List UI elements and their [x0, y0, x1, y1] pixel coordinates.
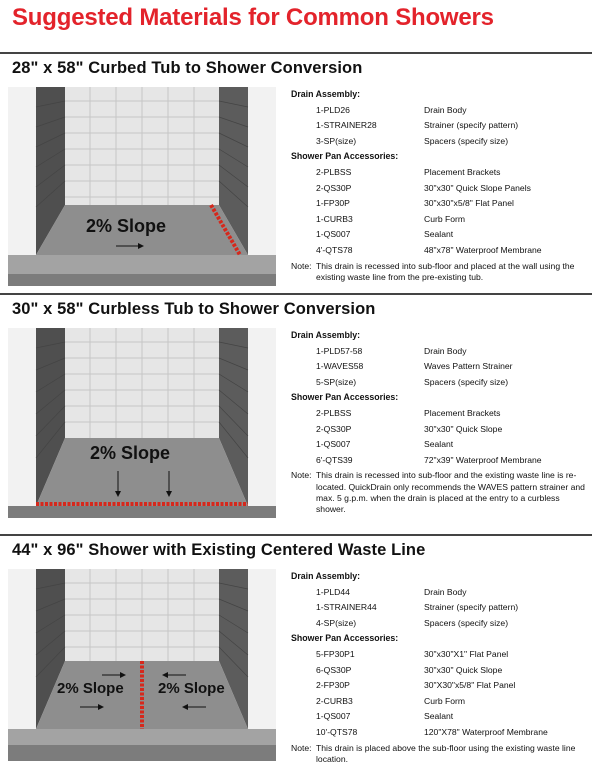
shower-illustration: [8, 328, 276, 518]
note: Note: This drain is placed above the sub-floor using the existing waste line location.: [291, 742, 576, 764]
list-item: 3-SP(size) Spacers (specify size): [316, 135, 509, 146]
drain-assembly-heading: Drain Assembly:: [291, 330, 361, 340]
list-item: 6-QS30P 30"x30" Quick Slope: [316, 664, 503, 675]
note: Note: This drain is recessed into sub-floor and the existing waste line is re-located. QuickDrain only recommends the WAVES pattern strainer and max. 5 g.p.m. when the drain is placed at the entry to a curbless shower.: [291, 470, 585, 514]
slope-label: 2% Slope: [86, 216, 167, 236]
slope-label: 2% Slope: [90, 443, 171, 463]
shower-illustration: [8, 87, 276, 286]
pan-accessories-heading: Shower Pan Accessories:: [291, 633, 399, 644]
materials-list: [291, 328, 591, 515]
list-item: 2-QS30P 30"x30" Quick Slope: [316, 423, 503, 434]
list-item: 10'-QTS78 120"X78" Waterproof Membrane: [316, 726, 548, 737]
pan-accessories-heading: Shower Pan Accessories:: [291, 392, 399, 403]
list-item: 1-PLD57-58 Drain Body: [316, 345, 467, 356]
list-item: 1-PLD26 Drain Body: [316, 104, 467, 115]
list-item: 1-CURB3 Curb Form: [316, 213, 466, 224]
list-item: 2-QS30P 30"x30" Quick Slope Panels: [316, 182, 531, 193]
section-title: 30" x 58" Curbless Tub to Shower Conversion: [12, 300, 376, 318]
page-title: Suggested Materials for Common Showers: [12, 4, 494, 31]
list-item: 1-WAVES58 Waves Pattern Strainer: [316, 361, 513, 372]
list-item: 4-SP(size) Spacers (specify size): [316, 617, 509, 628]
list-item: 1-FP30P 30"x30"x5/8" Flat Panel: [316, 198, 514, 209]
list-item: 1-QS007 Sealant: [316, 439, 454, 450]
section-divider: [0, 293, 592, 295]
list-item: 5-FP30P1 30"x30"X1" Flat Panel: [316, 648, 509, 659]
section-title: 28" x 58" Curbed Tub to Shower Conversion: [12, 59, 363, 77]
list-item: 1-PLD44 Drain Body: [316, 586, 467, 597]
list-item: 2-CURB3 Curb Form: [316, 695, 466, 706]
list-item: 2-FP30P 30"X30"x5/8" Flat Panel: [316, 680, 516, 691]
list-item: 1-QS007 Sealant: [316, 229, 454, 240]
list-item: 4'-QTS78 48"x78" Waterproof Membrane: [316, 244, 542, 255]
list-item: 6'-QTS39 72"x39" Waterproof Membrane: [316, 454, 542, 465]
list-item: 5-SP(size) Spacers (specify size): [316, 376, 509, 387]
drain-assembly-heading: Drain Assembly:: [291, 89, 361, 99]
materials-list: [291, 569, 591, 765]
slope-label: 2% Slope: [158, 680, 225, 697]
list-item: 2-PLBSS Placement Brackets: [316, 407, 501, 418]
list-item: 1-STRAINER28 Strainer (specify pattern): [316, 120, 519, 131]
list-item: 2-PLBSS Placement Brackets: [316, 166, 501, 177]
materials-list: [291, 87, 591, 283]
section-divider: [0, 52, 592, 54]
drain-assembly-heading: Drain Assembly:: [291, 571, 361, 581]
section-divider: [0, 534, 592, 536]
section-title: 44" x 96" Shower with Existing Centered Waste Line: [12, 541, 426, 559]
pan-accessories-heading: Shower Pan Accessories:: [291, 151, 399, 162]
list-item: 1-STRAINER44 Strainer (specify pattern): [316, 602, 519, 613]
shower-illustration: [8, 569, 276, 761]
list-item: 1-QS007 Sealant: [316, 711, 454, 722]
note: Note: This drain is recessed into sub-floor and placed at the wall using the existing waste line from the pre-existing tub.: [291, 260, 575, 282]
slope-label: 2% Slope: [57, 680, 124, 697]
